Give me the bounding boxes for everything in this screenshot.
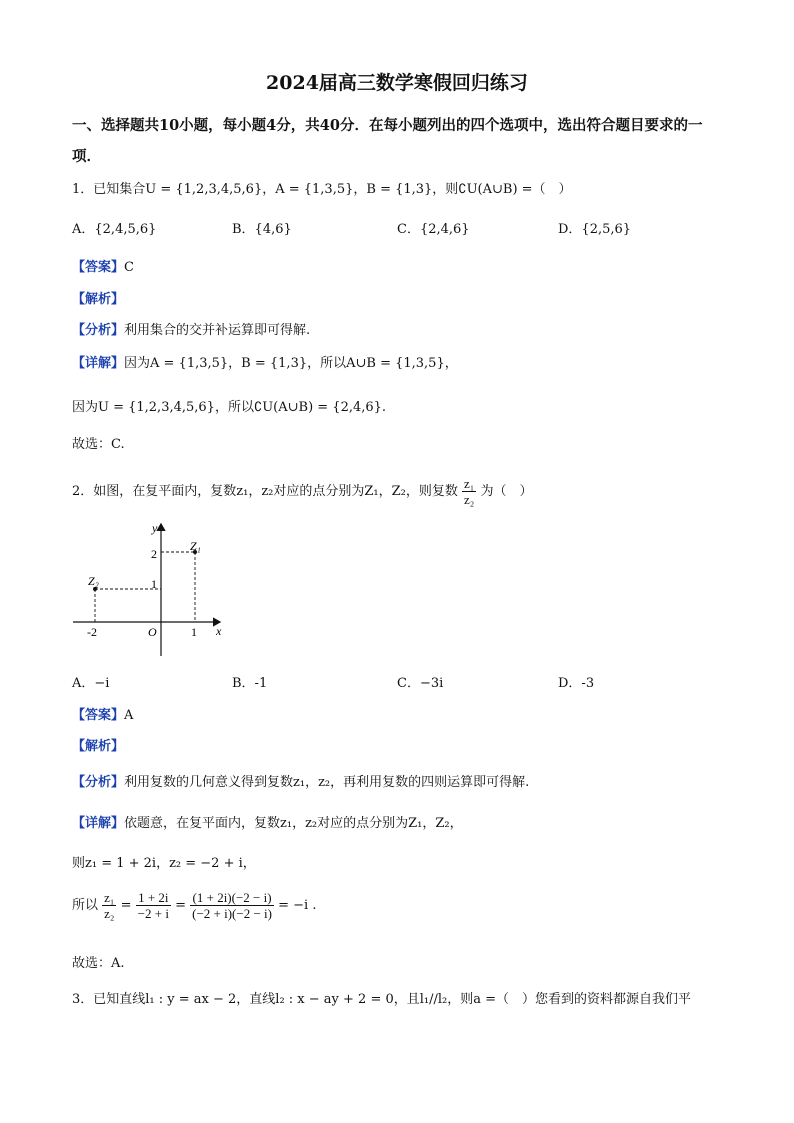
answer-tag: 【答案】 <box>72 708 125 723</box>
q1-analysis-line <box>72 288 124 307</box>
detail-3-prefix: 所以 <box>72 898 99 913</box>
page-title: 2024届高三数学寒假回归练习 <box>266 72 528 94</box>
x-axis-label: x <box>216 624 222 638</box>
q2-stem <box>72 476 533 507</box>
y-tick-1: 1 <box>151 577 157 591</box>
q1-detail-2: 因为U = {1,2,3,4,5,6}，所以∁U(A∪B) = {2,4,6}. <box>72 400 387 415</box>
x-tick-1: 1 <box>191 625 197 639</box>
analysis-tag: 【解析】 <box>72 292 125 307</box>
q1-answer: C <box>124 260 134 275</box>
q1-option-c: C．{2,4,6} <box>397 222 470 237</box>
q2-detail-1: 依题意，在复平面内，复数z₁，z₂对应的点分别为Z₁，Z₂， <box>124 816 463 831</box>
q2-stem-fraction <box>462 476 476 507</box>
q2-detail-2: 则z₁ = 1 + 2i，z₂ = −2 + i， <box>72 856 256 871</box>
q2-detail-line <box>72 812 463 831</box>
detail-3-result: = −i . <box>278 898 317 913</box>
y-tick-2: 2 <box>151 547 157 561</box>
q1-detail-line <box>72 352 458 371</box>
q1-fenxi-line <box>72 319 310 338</box>
q3-stem: 3．已知直线l₁ : y = ax − 2，直线l₂ : x − ay + 2 = 0，且l₁//l₂，则a =（ ）您看到的资料都源自我们平 <box>72 992 692 1007</box>
equals-sign: = <box>120 898 132 913</box>
q2-fenxi: 利用复数的几何意义得到复数z₁，z₂，再利用复数的四则运算即可得解. <box>124 775 530 790</box>
origin-label: O <box>148 625 157 639</box>
y-axis-label: y <box>152 521 158 535</box>
q2-conclusion: 故选：A. <box>72 956 125 971</box>
q1-conclusion: 故选：C. <box>72 437 125 452</box>
q2-option-d: D．-3 <box>558 676 595 691</box>
q2-stem-a: 2．如图，在复平面内，复数z₁，z₂对应的点分别为Z₁，Z₂，则复数 <box>72 484 458 499</box>
fraction-denominator: z₂ <box>104 906 115 921</box>
fraction-numerator: z₁ <box>464 476 475 491</box>
section-header: 一、选择题共10小题，每小题4分，共40分．在每小题列出的四个选项中，选出符合题目要求的一项． <box>72 117 703 165</box>
q2-answer-line <box>72 704 133 723</box>
x-tick-neg2: -2 <box>87 625 97 639</box>
fraction-substituted <box>136 890 171 921</box>
analysis-tag: 【解析】 <box>72 739 125 754</box>
q2-analysis-line <box>72 735 124 754</box>
fenxi-tag: 【分析】 <box>72 323 125 338</box>
q2-detail-3 <box>72 890 316 921</box>
q1-option-d: D．{2,5,6} <box>558 222 632 237</box>
answer-tag: 【答案】 <box>72 260 125 275</box>
detail-tag: 【详解】 <box>72 356 125 371</box>
q1-detail-1: 因为A = {1,3,5}，B = {1,3}，所以A∪B = {1,3,5}， <box>124 356 458 371</box>
q1-option-a: A．{2,4,5,6} <box>72 222 157 237</box>
q2-option-c: C．−3i <box>397 676 444 691</box>
fenxi-tag: 【分析】 <box>72 775 125 790</box>
fraction-numerator: 1 + 2i <box>136 890 171 906</box>
q1-stem: 1．已知集合U = {1,2,3,4,5,6}，A = {1,3,5}，B = {1,3}，则∁U(A∪B) =（ ） <box>72 182 572 197</box>
fraction-denominator: (−2 + i)(−2 − i) <box>192 906 272 921</box>
equals-sign: = <box>175 898 186 913</box>
q2-answer: A <box>124 708 134 723</box>
q1-fenxi: 利用集合的交并补运算即可得解. <box>124 323 311 338</box>
z2-label: Z₂ <box>88 574 99 588</box>
fraction-numerator: z₁ <box>104 890 115 905</box>
q2-fenxi-line <box>72 771 529 790</box>
complex-plane-figure <box>68 518 238 664</box>
fraction-conjugate <box>190 890 274 921</box>
fraction-denominator: −2 + i <box>137 906 169 921</box>
fraction-denominator: z₂ <box>464 492 475 507</box>
q1-option-b: B．{4,6} <box>232 222 292 237</box>
q2-option-a: A．−i <box>72 676 110 691</box>
fraction-z1-over-z2 <box>102 890 116 921</box>
q2-option-b: B．-1 <box>232 676 268 691</box>
z1-label: Z₁ <box>190 539 201 553</box>
fraction-numerator: (1 + 2i)(−2 − i) <box>190 890 274 906</box>
detail-tag: 【详解】 <box>72 816 125 831</box>
q1-answer-line <box>72 256 134 275</box>
q2-stem-b: 为（ ） <box>480 484 533 499</box>
